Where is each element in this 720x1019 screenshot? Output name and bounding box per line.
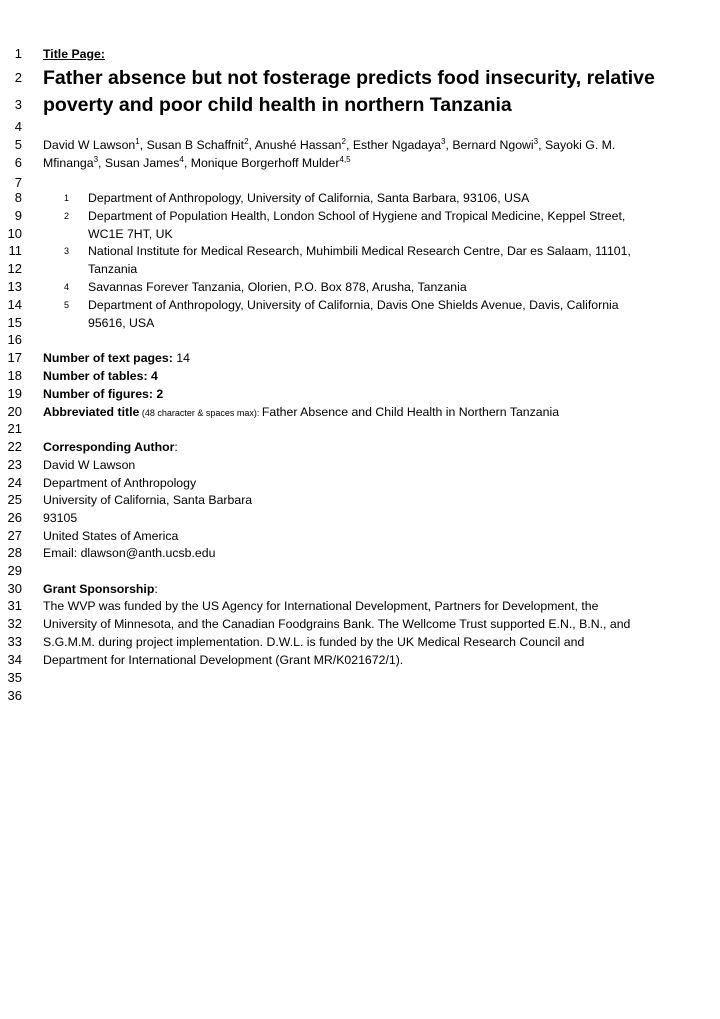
corresponding-author-line: 93105 xyxy=(43,511,78,525)
corresponding-author-line: David W Lawson xyxy=(43,458,136,472)
affiliation-text: WC1E 7HT, UK xyxy=(88,227,173,241)
author-affiliation: 3 xyxy=(93,154,99,164)
author-line-1 xyxy=(43,136,690,154)
line-number: 34 xyxy=(7,652,22,667)
author-name: David W Lawson xyxy=(43,138,136,152)
line-number: 36 xyxy=(7,688,22,703)
line-number: 21 xyxy=(7,421,22,436)
affiliation-text: Department of Anthropology, University of California, Santa Barbara, 93106, USA xyxy=(88,191,530,205)
abbreviated-title-label: Abbreviated title xyxy=(43,405,140,419)
title-page-label-text: Title Page: xyxy=(43,47,105,61)
author-separator: , xyxy=(445,138,453,152)
line-number: 3 xyxy=(14,97,22,112)
line-number: 8 xyxy=(14,190,22,205)
grant-sponsorship-line: The WVP was funded by the US Agency for International Development, Partners for Development, the xyxy=(43,599,599,613)
line-number: 24 xyxy=(7,475,22,490)
author-affiliation: 2 xyxy=(341,136,346,146)
affiliation-number: 3 xyxy=(64,246,70,256)
author-affiliation: 3 xyxy=(533,136,539,146)
author-name: Monique Borgerhoff Mulder xyxy=(190,156,340,170)
line-number: 6 xyxy=(14,155,22,170)
line-number: 5 xyxy=(14,137,22,152)
author-line-2 xyxy=(43,154,690,172)
grant-sponsorship-line: S.G.M.M. during project implementation. D.W.L. is funded by the UK Medical Research Council and xyxy=(43,635,585,649)
author-affiliation: 4 xyxy=(179,154,184,164)
grant-sponsorship-line: University of Minnesota, and the Canadian Foodgrains Bank. The Wellcome Trust supported E.N., B.N., and xyxy=(43,617,631,631)
author-affiliation: 4,5 xyxy=(339,154,351,164)
corresponding-author-line: Department of Anthropology xyxy=(43,476,197,490)
line-number: 35 xyxy=(7,670,22,685)
author-affiliation: 3 xyxy=(441,136,446,146)
title-page-label xyxy=(43,45,690,63)
line-number: 26 xyxy=(7,510,22,525)
line-number: 1 xyxy=(14,46,22,61)
line-number: 4 xyxy=(14,119,22,134)
text-pages-value: 14 xyxy=(172,351,190,365)
affiliation-number: 2 xyxy=(64,211,70,221)
affiliation-text: 95616, USA xyxy=(88,316,155,330)
author-name: Susan James xyxy=(104,156,180,170)
grant-sponsorship-heading xyxy=(43,580,690,598)
author-name: Sayoki G. M. xyxy=(544,138,616,152)
line-number: 15 xyxy=(7,315,22,330)
grant-sponsorship-line: Department for International Development (Grant MR/K021672/1). xyxy=(43,653,404,667)
line-number: 11 xyxy=(8,243,22,258)
affiliation-text: Department of Population Health, London School of Hygiene and Tropical Medicine, Keppel Street, xyxy=(88,209,626,223)
line-number: 7 xyxy=(14,175,22,190)
line-number: 30 xyxy=(7,581,22,596)
corresponding-author-email: Email: dlawson@anth.ucsb.edu xyxy=(43,546,216,560)
abbreviated-title-note: (48 character & spaces max): xyxy=(139,408,262,418)
abbreviated-title-value: Father Absence and Child Health in Northern Tanzania xyxy=(261,405,560,419)
author-name: Esther Ngadaya xyxy=(352,138,442,152)
affiliation-text: National Institute for Medical Research, Muhimbili Medical Research Centre, Dar es Salaam, 11101, xyxy=(88,244,631,258)
text-pages-count xyxy=(43,349,690,367)
line-number: 18 xyxy=(7,368,22,383)
line-number: 13 xyxy=(7,279,22,294)
line-number: 22 xyxy=(7,439,22,454)
line-number: 14 xyxy=(7,297,22,312)
line-number: 20 xyxy=(7,404,22,419)
corresponding-author-line: University of California, Santa Barbara xyxy=(43,493,253,507)
paper-title-line-2: poverty and poor child health in northern Tanzania xyxy=(43,94,512,116)
author-name: Susan B Schaffnit xyxy=(146,138,245,152)
affiliation-number: 4 xyxy=(64,282,70,292)
line-number: 23 xyxy=(7,457,22,472)
line-number: 25 xyxy=(7,492,22,507)
author-name: Mfinanga xyxy=(43,156,94,170)
text-pages-label: Number of text pages: xyxy=(43,351,173,365)
author-separator: , xyxy=(139,138,147,152)
line-number: 19 xyxy=(7,386,22,401)
tables-count: Number of tables: 4 xyxy=(43,369,158,383)
line-number: 16 xyxy=(7,332,22,347)
abbreviated-title xyxy=(43,403,690,422)
line-number: 31 xyxy=(7,598,22,613)
line-number: 29 xyxy=(7,563,22,578)
grant-sponsorship-label: Grant Sponsorship xyxy=(43,582,155,596)
author-separator: , xyxy=(183,156,191,170)
author-name: Bernard Ngowi xyxy=(452,138,534,152)
affiliation-number: 5 xyxy=(64,300,70,310)
affiliation-number: 1 xyxy=(64,193,70,203)
line-number: 10 xyxy=(7,226,22,241)
affiliation-text: Savannas Forever Tanzania, Olorien, P.O. Box 878, Arusha, Tanzania xyxy=(88,280,467,294)
corresponding-author-colon: : xyxy=(174,440,178,454)
author-affiliation: 2 xyxy=(244,136,249,146)
affiliation-text: Tanzania xyxy=(88,262,138,276)
line-number: 12 xyxy=(7,261,22,276)
corresponding-author-heading xyxy=(43,438,690,456)
line-number: 9 xyxy=(14,208,22,223)
line-number: 28 xyxy=(7,545,22,560)
author-separator: , xyxy=(98,156,105,170)
author-name: Anushé Hassan xyxy=(254,138,342,152)
author-separator: , xyxy=(538,138,545,152)
line-number: 17 xyxy=(7,350,22,365)
corresponding-author-line: United States of America xyxy=(43,529,179,543)
corresponding-author-label: Corresponding Author xyxy=(43,440,175,454)
line-number: 32 xyxy=(7,616,22,631)
paper-title-line-1: Father absence but not fosterage predicts food insecurity, relative xyxy=(43,67,655,89)
author-affiliation: 1 xyxy=(135,136,140,146)
line-number: 27 xyxy=(7,528,22,543)
figures-count: Number of figures: 2 xyxy=(43,387,164,401)
line-number: 33 xyxy=(7,634,22,649)
author-separator: , xyxy=(345,138,353,152)
affiliation-text: Department of Anthropology, University of California, Davis One Shields Avenue, Davis, California xyxy=(88,298,619,312)
line-number: 2 xyxy=(14,70,22,85)
grant-sponsorship-colon: : xyxy=(154,582,158,596)
author-separator: , xyxy=(248,138,255,152)
